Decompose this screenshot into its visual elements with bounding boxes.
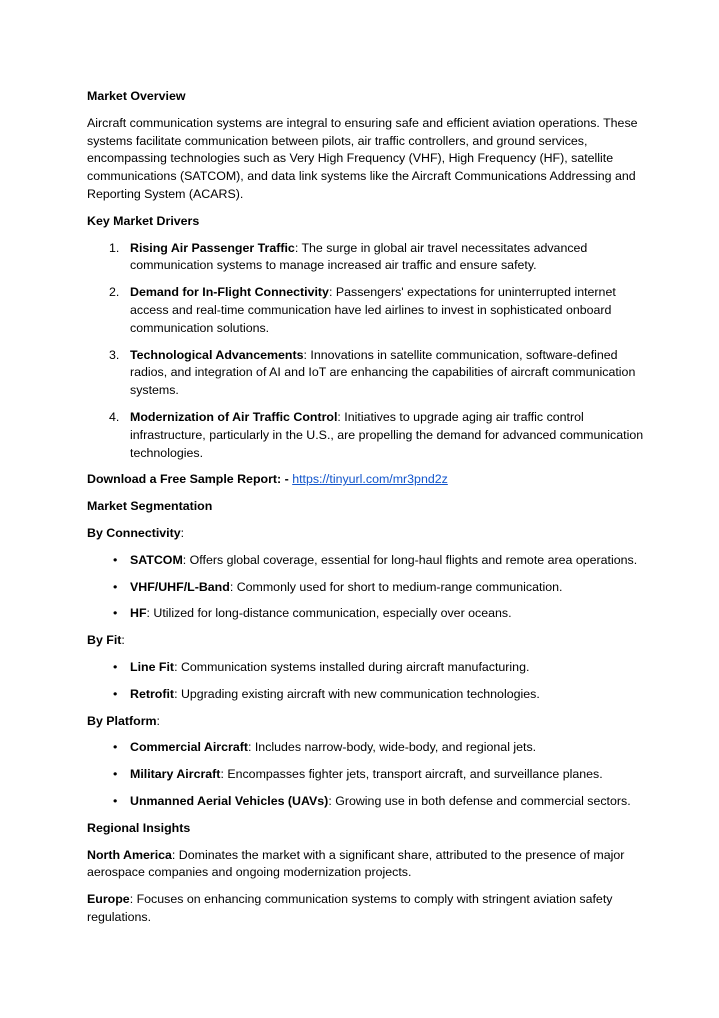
bullet-icon: • [113,659,118,674]
driver-item-3 [87,347,647,400]
by-fit-title: By Fit [87,633,122,648]
by-platform-title: By Platform [87,713,157,728]
item-text: : Encompasses fighter jets, transport aircraft, and surveillance planes. [220,767,603,782]
bullet-icon: • [113,793,118,808]
item-title: SATCOM [130,552,183,567]
region-north-america [87,847,647,883]
item-title: Military Aircraft [130,767,221,782]
sample-report-link[interactable]: https://tinyurl.com/mr3pnd2z [292,472,448,487]
fit-list [87,659,647,704]
list-number: 4. [109,409,120,424]
by-fit-label [87,632,647,650]
item-text: : Utilized for long-distance communication, especially over oceans. [146,606,512,621]
connectivity-list [87,552,647,623]
driver-text: : Passengers' expectations for uninterrupted internet access and real-time communication have led airlines to invest in sophisticated onboard communication solutions. [130,285,616,335]
region-text: : Focuses on enhancing communication systems to comply with stringent aviation safety regulations. [87,892,613,924]
driver-title: Demand for In-Flight Connectivity [130,285,329,300]
item-title: Commercial Aircraft [130,740,248,755]
item-title: Line Fit [130,659,175,674]
platform-list [87,739,647,810]
driver-title: Technological Advancements [130,347,304,362]
driver-item-1 [87,240,647,276]
label-colon: : [121,633,125,648]
item-title: VHF/UHF/L-Band [130,579,230,594]
item-text: : Commonly used for short to medium-range communication. [229,579,563,594]
market-segmentation-heading: Market Segmentation [87,499,213,514]
download-line [87,471,647,489]
driver-item-4 [87,409,647,462]
driver-title: Rising Air Passenger Traffic [130,240,295,255]
list-item [87,686,647,704]
by-platform-label [87,713,647,731]
item-text: : Includes narrow-body, wide-body, and regional jets. [247,740,537,755]
by-connectivity-label [87,525,647,543]
list-item [87,605,647,623]
regional-insights-heading: Regional Insights [87,820,191,835]
item-text: : Upgrading existing aircraft with new communication technologies. [174,686,540,701]
driver-text: : The surge in global air travel necessitates advanced communication systems to manage increased air traffic and ensure safety. [130,240,588,273]
document-content [87,88,647,936]
by-connectivity-title: By Connectivity [87,525,181,540]
bullet-icon: • [113,767,118,782]
key-market-drivers-heading: Key Market Drivers [87,213,200,228]
driver-item-2 [87,284,647,337]
market-overview-paragraph: Aircraft communication systems are integral to ensuring safe and efficient aviation operations. These systems facilitate communication between pilots, air traffic controllers, and ground services, encompassing technologies such as Very High Frequency (VHF), High Frequency (HF), satellite communications (SATCOM), and data link systems like the Aircraft Communications Addressing and Reporting System (ACARS). [87,115,638,201]
region-title: Europe [87,892,130,907]
item-title: Unmanned Aerial Vehicles (UAVs) [130,793,329,808]
driver-title: Modernization of Air Traffic Control [130,409,338,424]
list-number: 2. [109,285,120,300]
bullet-icon: • [113,686,118,701]
list-item [87,579,647,597]
bullet-icon: • [113,740,118,755]
item-title: Retrofit [130,686,175,701]
list-number: 3. [109,347,120,362]
market-overview-heading: Market Overview [87,89,186,103]
item-text: : Offers global coverage, essential for long-haul flights and remote area operations. [182,552,638,567]
list-item [87,766,647,784]
region-text: : Dominates the market with a significant share, attributed to the presence of major aerospace companies and ongoing modernization projects. [87,847,625,880]
list-item [87,739,647,757]
list-item [87,552,647,570]
bullet-icon: • [113,606,118,621]
driver-text: : Initiatives to upgrade aging air traffic control infrastructure, particularly in the U.S., are propelling the demand for advanced communication technologies. [130,409,644,460]
bullet-icon: • [113,552,118,567]
label-colon: : [180,525,185,540]
list-number: 1. [109,240,120,255]
item-title: HF [130,606,147,621]
list-item [87,793,647,811]
download-label: Download a Free Sample Report: - [87,472,289,487]
item-text: : Growing use in both defense and commercial sectors. [328,793,631,808]
label-colon: : [156,713,160,728]
region-europe [87,891,647,927]
list-item [87,659,647,677]
driver-text: : Innovations in satellite communication, software-defined radios, and integration of AI and IoT are enhancing the capabilities of aircraft communication systems. [130,347,636,398]
bullet-icon: • [113,579,118,594]
drivers-list [87,240,647,463]
region-title: North America [87,847,172,862]
item-text: : Communication systems installed during aircraft manufacturing. [174,659,530,674]
